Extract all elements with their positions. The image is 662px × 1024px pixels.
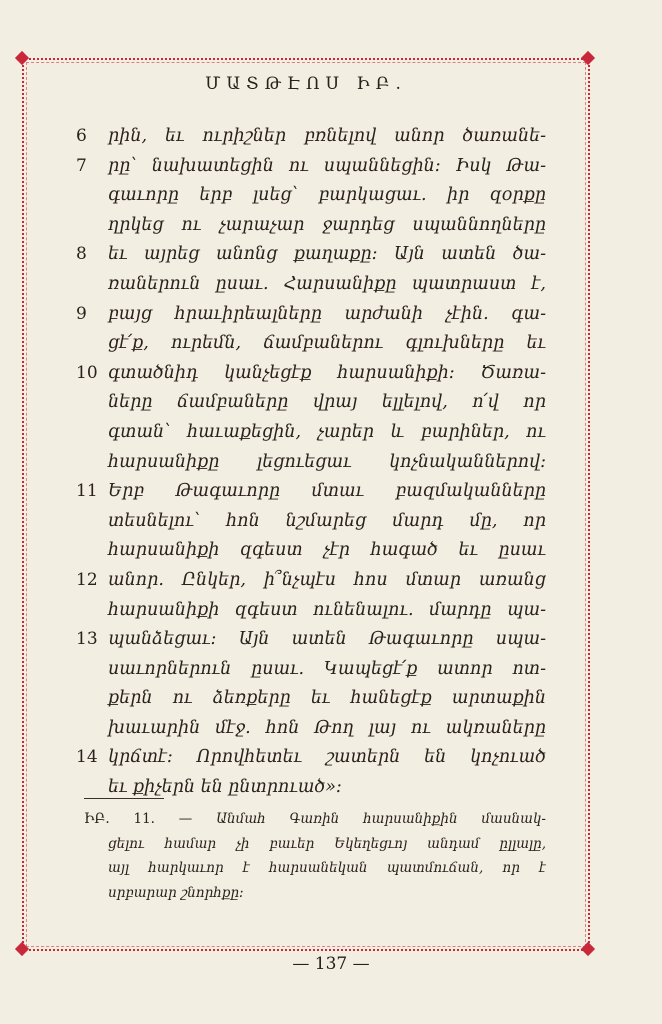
- verse-text: քերն ու ձեռքերը եւ հանեցէք արտաքին: [108, 688, 546, 709]
- footnote-rule: [84, 798, 164, 799]
- text-line: [76, 714, 546, 744]
- footnote-reference: ԻԲ. 11. —: [84, 811, 193, 827]
- text-line: [76, 625, 546, 655]
- page-number: — 137 —: [292, 954, 370, 974]
- footnote-text: այլ հարկաւոր է հարսանեկան պատմուճան, որ է: [108, 860, 546, 876]
- text-line: [76, 122, 546, 152]
- verse-number: 6: [76, 126, 87, 146]
- verse-block: [76, 122, 546, 803]
- verse-number: 12: [76, 569, 98, 590]
- text-line: [76, 566, 546, 596]
- verse-text: ները ճամբաները վրայ ելլելով, ո՛վ որ: [108, 392, 546, 413]
- verse-text: եւ այրեց անոնց քաղաքը: Այն ատեն ծա-: [108, 244, 546, 265]
- footnote: [84, 807, 546, 905]
- verse-text: հարսանիքի զգեստ ունենալու. մարդը պա-: [108, 599, 546, 620]
- verse-text: րին, եւ ուրիշներ բռնելով անոր ծառանե-: [108, 126, 546, 146]
- text-line: [76, 448, 546, 478]
- text-line: [76, 329, 546, 359]
- verse-number: 8: [76, 244, 87, 265]
- text-line: [76, 152, 546, 182]
- footnote-text: ցելու համար չի բաւեր Եկեղեցւոյ անդամ ըլլալը,: [108, 835, 546, 852]
- verse-text: ցէ՛ք, ուրեմն, ճամբաներու գլուխները եւ: [108, 333, 546, 354]
- text-line: [76, 418, 546, 448]
- text-line: [76, 359, 546, 389]
- verse-text: սաւորներուն ըսաւ. Կապեցէ՛ք ատոր ոտ-: [108, 658, 546, 679]
- text-line: [76, 596, 546, 626]
- text-line: [76, 240, 546, 270]
- verse-number: 14: [76, 747, 98, 768]
- text-line: [76, 477, 546, 507]
- verse-text: պանձեցաւ: Այն ատեն Թագաւորը սպա-: [108, 629, 546, 650]
- verse-text: հարսանիքի զգեստ չէր հագած եւ ըսաւ: [108, 540, 546, 561]
- text-line: [76, 300, 546, 330]
- text-line: [76, 536, 546, 566]
- verse-text: տեսնելու՝ հոն նշմարեց մարդ մը, որ: [108, 510, 546, 531]
- text-line: [76, 388, 546, 418]
- footnote-line: [108, 881, 546, 906]
- verse-text: ռաներուն ըսաւ. Հարսանիքը պատրաստ է,: [108, 273, 546, 294]
- verse-text: գաւորը երբ լսեց՝ բարկացաւ. իր զօրքը: [108, 185, 546, 206]
- text-line: [76, 181, 546, 211]
- text-line: [76, 507, 546, 537]
- verse-text: ղրկեց ու չարաչար ջարդեց սպաննողները: [108, 214, 546, 235]
- verse-number: 13: [76, 629, 98, 650]
- running-header: ՄԱՏԹԷՈՍ ԻԲ.: [205, 74, 407, 94]
- verse-text: եւ քիչերն են ընտրուած»:: [108, 777, 342, 798]
- verse-text: բայց հրաւիրեալները արժանի չէին. գա-: [108, 303, 546, 324]
- footnote-text: սրբարար շնորհքը:: [108, 884, 244, 901]
- verse-text: գտան՝ հաւաքեցին, չարեր և բարիներ, ու: [108, 421, 546, 442]
- verse-number: 10: [76, 362, 98, 383]
- footnote-text: Անմահ Գառին հարսանիքին մասնակ-: [216, 811, 546, 827]
- text-line: [76, 655, 546, 685]
- text-line: [76, 211, 546, 241]
- verse-number: 9: [76, 303, 87, 324]
- text-line: [76, 684, 546, 714]
- text-line: [76, 743, 546, 773]
- verse-text: հարսանիքը լեցուեցաւ կոչնականներով:: [108, 451, 546, 472]
- text-line: [76, 270, 546, 300]
- footnote-line: [108, 856, 546, 881]
- footnote-line: [108, 832, 546, 857]
- verse-text: խաւարին մէջ. հոն Թող լայ ու ակռաները: [108, 717, 546, 738]
- verse-text: գտածնիդ կանչեցէք հարսանիքի: Ծառա-: [108, 362, 546, 383]
- verse-text: Երբ Թագաւորը մտաւ բազմականները: [108, 481, 546, 502]
- footnote-line: [84, 807, 546, 832]
- verse-number: 7: [76, 155, 87, 176]
- verse-text: րը՝ նախատեցին ու սպաննեցին: Իսկ Թա-: [108, 155, 546, 176]
- verse-text: կրճտէ: Որովհետեւ շատերն են կոչուած: [108, 747, 546, 768]
- verse-number: 11: [76, 481, 98, 502]
- verse-text: անոր. Ընկեր, ի՞նչպէս հոս մտար առանց: [108, 569, 546, 590]
